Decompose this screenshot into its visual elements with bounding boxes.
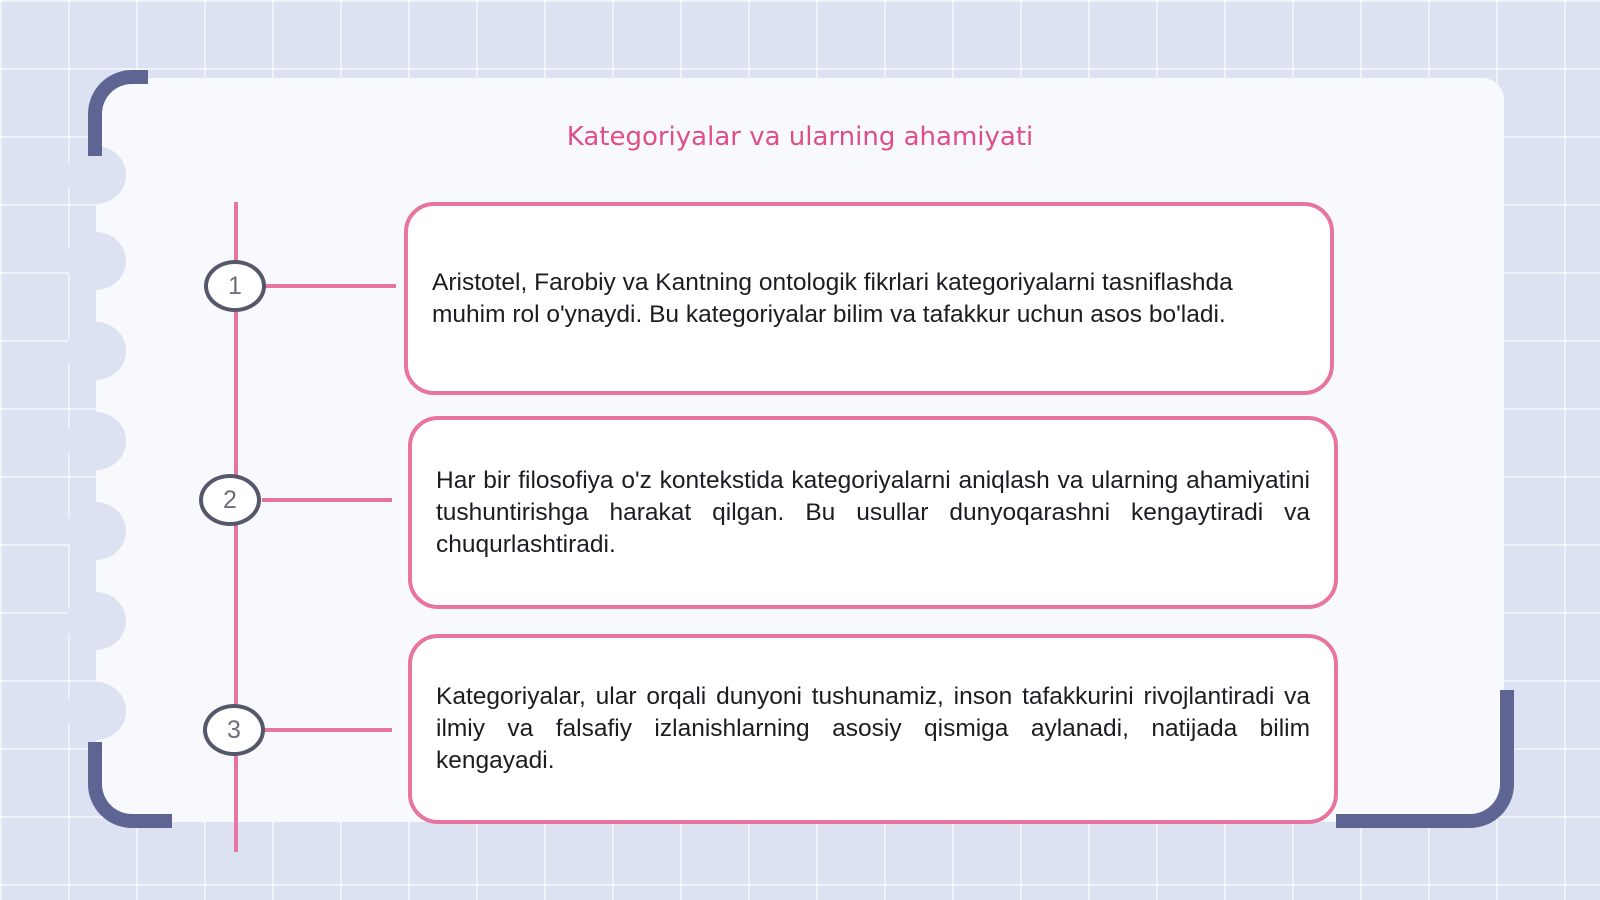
card-edge-scallop <box>66 412 126 470</box>
step-number-circle <box>204 260 266 312</box>
text-box-content: Kategoriyalar, ular orqali dunyoni tushunamiz, inson tafakkurini rivojlantiradi va ilmiy va falsafiy izlanishlarning asosiy qismiga aylanadi, natijada bilim kengayadi. <box>436 683 1310 774</box>
card-edge-scallop <box>66 232 126 290</box>
card-edge-scallop <box>66 322 126 380</box>
step-number: 2 <box>223 485 237 514</box>
card-edge-scallop <box>66 502 126 560</box>
text-box-content: Aristotel, Farobiy va Kantning ontologik fikrlari kategoriyalarni tasniflashda muhim rol o'ynaydi. Bu kategoriyalar bilim va tafakkur uchun asos bo'ladi. <box>432 268 1233 328</box>
step-number-circle <box>203 704 265 756</box>
step-number-circle <box>199 474 261 526</box>
timeline-connector <box>262 498 392 502</box>
text-box <box>408 634 1338 824</box>
timeline-connector <box>264 284 396 288</box>
step-number: 3 <box>227 715 241 744</box>
corner-bracket-bottom-left <box>88 742 172 828</box>
card-edge-scallop <box>66 682 126 740</box>
text-box <box>404 202 1334 395</box>
card-edge-scallop <box>66 592 126 650</box>
step-number: 1 <box>228 271 242 300</box>
slide-title: Kategoriyalar va ularning ahamiyati <box>566 122 1034 152</box>
text-box-content: Har bir filosofiya o'z kontekstida kategoriyalarni aniqlash va ularning ahamiyatini tushuntirishga harakat qilgan. Bu usullar dunyoqarashni kengaytiradi va chuqurlashtiradi. <box>436 466 1310 558</box>
corner-bracket-bottom-right <box>1336 690 1514 828</box>
timeline-connector <box>264 728 392 732</box>
text-box <box>408 416 1338 609</box>
